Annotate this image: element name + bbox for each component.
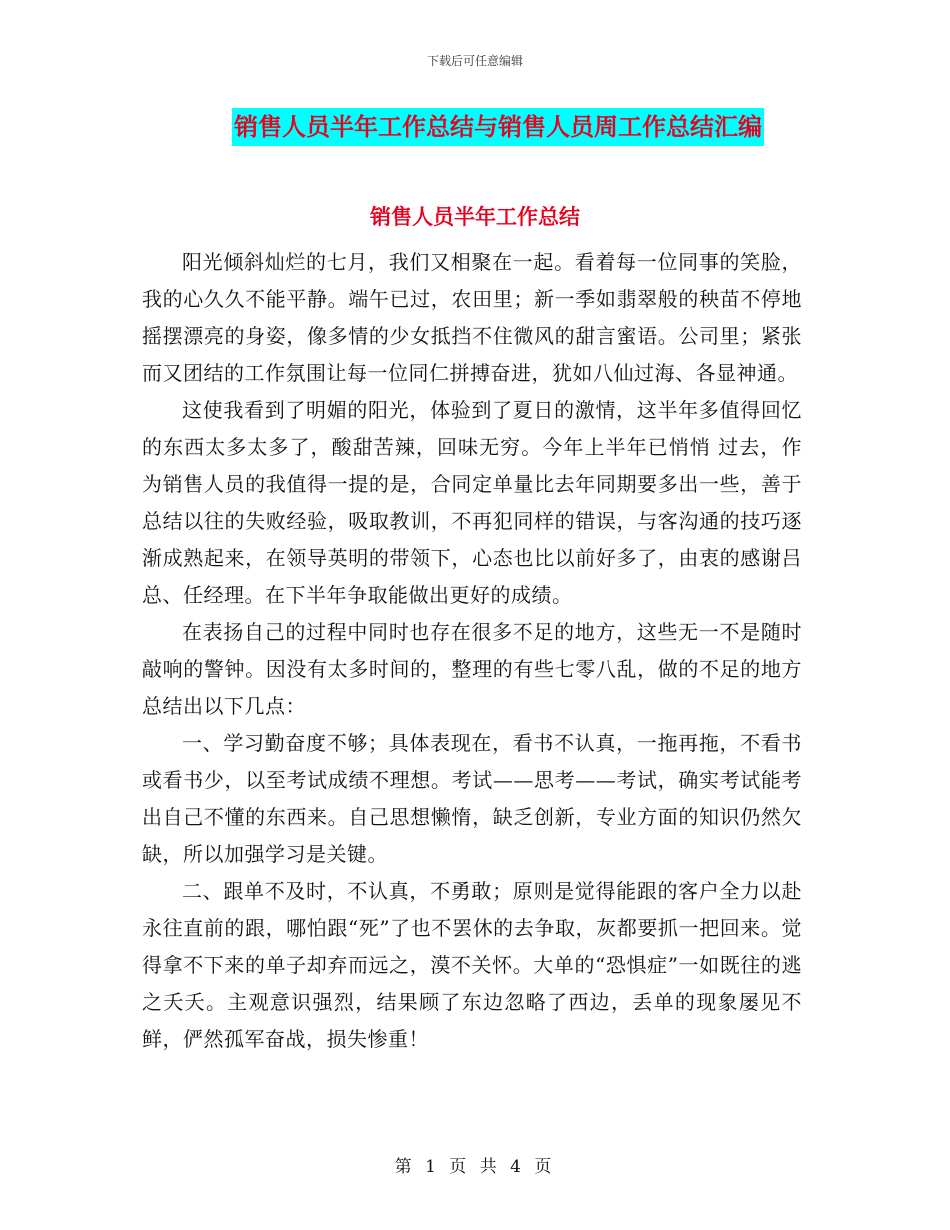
paragraph-4: 一、学习勤奋度不够；具体表现在，看书不认真，一拖再拖，不看书或看书少，以至考试成绩不理想。考试——思考——考试，确实考试能考出自己不懂的东西来。自己思想懒惰，缺乏创新，专业方面的知识仍然欠缺，所以加强学习是关键。 [142, 731, 802, 866]
section-title: 销售人员半年工作总结 [370, 205, 580, 229]
document-title: 销售人员半年工作总结与销售人员周工作总结汇编 [232, 108, 764, 146]
paragraph-2: 这使我看到了明媚的阳光，体验到了夏日的激情，这半年多值得回忆的东西太多太多了，酸甜苦辣，回味无穷。今年上半年已悄悄 过去，作为销售人员的我值得一提的是，合同定单量比去年同期要多出一些，善于总结以往的失败经验，吸取教训，不再犯同样的错误，与客沟通的技巧逐渐成熟起来，在领导英明的带领下，心态也比以前好多了，由衷的感谢吕总、任经理。在下半年争取能做出更好的成绩。 [142, 398, 802, 607]
document-body [142, 244, 802, 1058]
paragraph-5: 二、跟单不及时，不认真，不勇敢；原则是觉得能跟的客户全力以赴永往直前的跟，哪怕跟“死”了也不罢休的去争取，灰都要抓一把回来。觉得拿不下来的单子却弃而远之，漠不关怀。大单的“恐惧症”一如既往的逃之夭夭。主观意识强烈，结果顾了东边忽略了西边，丢单的现象屡见不鲜，俨然孤军奋战，损失惨重！ [142, 879, 802, 1051]
paragraph-1: 阳光倾斜灿烂的七月，我们又相聚在一起。看着每一位同事的笑脸，我的心久久不能平静。端午已过，农田里；新一季如翡翠般的秧苗不停地摇摆漂亮的身姿，像多情的少女抵挡不住微风的甜言蜜语。公司里；紧张而又团结的工作氛围让每一位同仁拼搏奋进，犹如八仙过海、各显神通。 [142, 250, 802, 385]
paragraph-3: 在表扬自己的过程中同时也存在很多不足的地方，这些无一不是随时敲响的警钟。因没有太多时间的，整理的有些七零八乱，做的不足的地方总结出以下几点： [142, 620, 802, 718]
document-title-container [0, 108, 950, 146]
page-number-footer: 第 1 页 共 4 页 [394, 1157, 556, 1177]
header-note: 下载后可任意编辑 [426, 54, 523, 68]
